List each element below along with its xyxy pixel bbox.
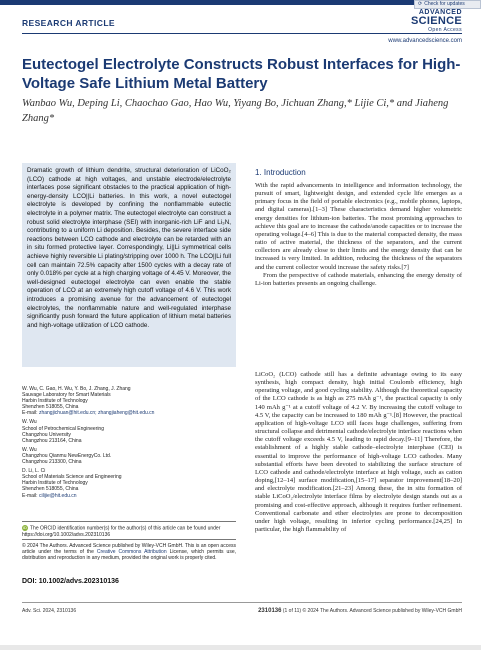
email-link[interactable]: cilijie@hit.edu.cn — [38, 492, 77, 499]
paragraph: With the rapid advancements in intelligence and information technology, the pursuit of smart, lightweight design, and extended cycle life emerges as a primary focus in the field of portable electronics (e.g., mobile phones, laptops, and digital cameras).[1–3] These characteristics demand higher volumetric energy densities for lithium-ion batteries. The most promising approaches to achieve this goal are to increase the cathode/anode capacities or to increase the operating voltage.[4–6] This is due to the material compacted density, the mass ratio of active material, the thickness of the separators, and the current collectors are already close to their limits and the energy density that can be increased is very limited. In addition, reducing the thickness of the separators and the current collector would increase the safety risks.[7] — [255, 182, 462, 271]
journal-logo — [392, 9, 462, 33]
section-heading-introduction: 1. Introduction — [255, 168, 306, 177]
check-updates-label: Check for updates — [424, 1, 465, 7]
doi-link[interactable]: DOI: 10.1002/advs.202310136 — [22, 578, 119, 585]
orcid-note-text[interactable]: The ORCID identification number(s) for the author(s) of this article can be found under https://doi.org/10.1002/advs.202310136 — [22, 525, 221, 538]
bottom-strip — [0, 645, 481, 650]
copyright-notice — [22, 543, 236, 562]
affiliation-line: Sauvage Laboratory for Smart Materials — [22, 392, 111, 399]
affiliation-line: Harbin Institute of Technology — [22, 398, 88, 405]
affiliation-line: Changzhou 213300, China — [22, 459, 82, 466]
license-link[interactable]: Creative Commons Attribution — [96, 549, 167, 556]
affiliation-line: W. Wu, C. Gao, H. Wu, Y. Bo, J. Zhang, J. Zhang — [22, 386, 131, 392]
header-divider — [22, 33, 462, 34]
intro-text-top — [255, 182, 462, 288]
affiliation-divider — [22, 521, 236, 522]
section-label: RESEARCH ARTICLE — [22, 18, 115, 28]
affiliation-line: Changzhou 213164, China — [22, 437, 82, 444]
email-link[interactable]: zhangjichuan@hit.edu.cn; zhangjiaheng@hit.edu.cn — [38, 410, 155, 417]
orcid-icon: iD — [23, 525, 27, 530]
footer-citation: Adv. Sci. 2024, 2310136 — [22, 608, 77, 614]
affiliation-line: School of Materials Science and Engineering — [22, 474, 122, 481]
affiliation-line: D. Li, L. Ci — [22, 468, 46, 475]
copyright-text: © 2024 The Authors. Advanced Science published by Wiley-VCH GmbH. This is an open access article under the terms of the — [22, 543, 236, 556]
affiliations — [22, 386, 236, 499]
top-color-bar — [0, 0, 481, 5]
affiliation-line: Shenzhen 518055, China — [22, 486, 79, 493]
orcid-note — [22, 525, 236, 538]
check-for-updates-button[interactable] — [414, 0, 481, 9]
intro-text-bottom — [255, 371, 462, 534]
footer-page-info — [222, 608, 462, 614]
page-number: 2310136 — [258, 608, 282, 614]
affiliation-line: W. Wu — [22, 419, 37, 426]
copyright-text: License, which permits use, distribution and reproduction in any medium, provided the original work is properly cited. — [22, 549, 236, 562]
affiliation-line: W. Wu — [22, 446, 37, 453]
paragraph: From the perspective of cathode materials, enhancing the energy density of Li-ion batteries presents an ongoing challenge. — [255, 271, 462, 287]
affiliation-line: Shenzhen 518055, China — [22, 404, 79, 411]
affiliation-line: Harbin Institute of Technology — [22, 480, 88, 487]
update-check-icon: ⟳ — [418, 1, 423, 7]
affiliation-line: Changzhou Qianmu NewEnergyCo. Ltd. — [22, 452, 112, 459]
journal-logo-line3: Open Access — [428, 27, 462, 33]
journal-logo-line2: SCIENCE — [411, 15, 462, 27]
affiliation-line: School of Petrochemical Engineering — [22, 425, 104, 432]
copyright-divider — [22, 539, 236, 540]
article-title: Eutectogel Electrolyte Constructs Robust Interfaces for High-Voltage Safe Lithium Metal Battery — [22, 56, 461, 92]
journal-url-link[interactable]: www.advancedscience.com — [388, 38, 462, 44]
page-range: (1 of 11) — [281, 608, 302, 614]
email-label: E-mail: — [22, 410, 38, 417]
affiliation-line: Changzhou University — [22, 431, 71, 438]
affiliation-email-line — [22, 493, 236, 499]
journal-logo-line1: ADVANCED — [418, 9, 462, 16]
author-list: Wanbao Wu, Deping Li, Chaochao Gao, Hao Wu, Yiyang Bo, Jichuan Zhang,* Lijie Ci,* and Jiaheng Zhang* — [22, 98, 449, 124]
paragraph: LiCoO₂ (LCO) cathode still has a definite advantage owing to its easy synthesis, high compact density, high initial Coulomb efficiency, high operating voltage, and good cycling stability. Although the theoretical capacity of the LCO cathode is as high as 275 mAh g⁻¹, the practical capacity is only 140 mAh g⁻¹ at a cutoff voltage of 4.2 V. By increasing the cutoff voltage to 4.5 V, the capacity can be increased to 180 mAh g⁻¹.[8] However, the practical application of high-voltage LCO still faces huge challenges, suffering from structural collapse and detrimental cathode/electrolyte interface reactions when the cutoff voltage exceeds 4.5 V, leading to rapid decay.[9–11] Therefore, the establishment of a highly stable cathode–electrolyte interphase (CEI) is essential to improve the performance of high-voltage LCO cathodes. Many substantial efforts have been devoted to stabilizing the surface structure of LCO cathode and cathode/electrolyte interface at high voltage, such as cation doping,[12–14] surface modification,[15–17] separator improvement[18–20] and electrolyte modification.[21–23] Among these, the in situ formation of stable LiCoO₂/electrolyte interface films by electrolyte design stands out as a promising and cost-effective approach, although it requires further refinement. Conventional carbonate and ether electrolytes are prone to decomposition under high voltage, resulting in inferior cycling performance.[24,25] In particular, the high flammability of — [255, 371, 462, 533]
abstract-box: Dramatic growth of lithium dendrite, structural deterioration of LiCoO₂ (LCO) cathode at high voltages, and unstable electrode/electrolyte interfaces pose significant obstacles to the practical application of high-energy-density LCO||Li batteries. In this work, a novel eutectogel electrolyte is developed by confining the nonflammable eutectic electrolyte in a polymer matrix. The eutectogel electrolyte can construct a robust solid electrolyte interphase (SEI) with inorganic-rich LiF and Li₃N, contributing to a uniform Li deposition. Besides, the severe interface side reactions between LCO cathode and electrolyte can be retarded with an in situ formed protective layer. Correspondingly, Li||Li symmetrical cells achieve highly reversible Li plating/stripping over 1000 h. The LCO||Li full cell can maintain 72.5% capacity after 1500 cycles with a decay rate of only 0.018% per cycle at a high charging voltage of 4.45 V. Moreover, the well-designed eutectogel electrolyte can even enable the stable operation of LCO at an extremely high cutoff voltage of 4.6 V. This work introduces a promising avenue for the advancement of eutectogel electrolytes, the nonflammable nature and well-regulated interphase significantly push forward the future application of lithium metal batteries and high-voltage utilization of LCO cathode. — [22, 163, 236, 367]
email-label: E-mail: — [22, 492, 38, 499]
footer-copyright: © 2024 The Authors. Advanced Science published by Wiley-VCH GmbH — [301, 608, 462, 614]
footer-divider — [22, 602, 462, 603]
